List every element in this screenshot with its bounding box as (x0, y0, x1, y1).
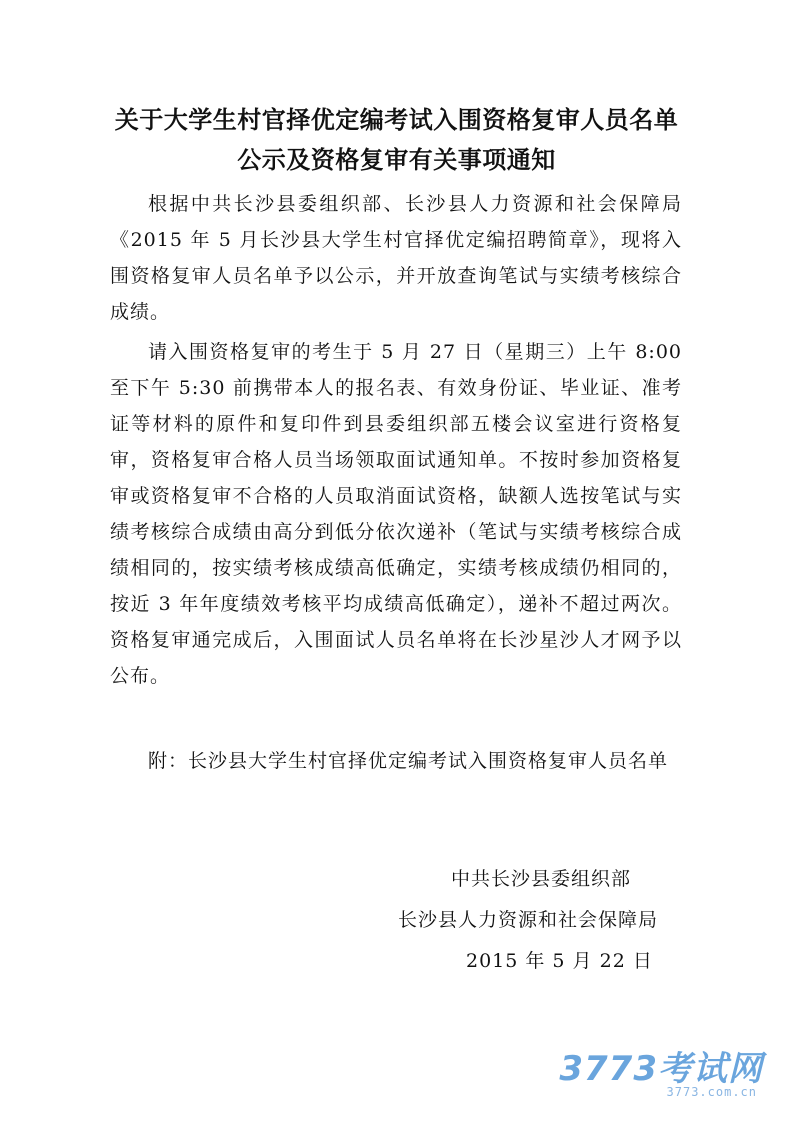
signature-date: 2015 年 5 月 22 日 (466, 950, 653, 972)
document-title-line-1: 关于大学生村官择优定编考试入围资格复审人员名单 (114, 105, 679, 134)
site-watermark (559, 1041, 763, 1109)
document-title-line-2: 公示及资格复审有关事项通知 (237, 145, 556, 174)
body-paragraph-1: 根据中共长沙县委组织部、长沙县人力资源和社会保障局《2015 年 5 月长沙县大学生村官择优定编招聘简章》，现将入围资格复审人员名单予以公示，并开放查询笔试与实绩考核综合成绩。 (110, 193, 682, 323)
watermark-logo-text: 3773考试网 (559, 1049, 763, 1089)
attachment-note: 附：长沙县大学生村官择优定编考试入围资格复审人员名单 (148, 750, 669, 772)
body-paragraph-2: 请入围资格复审的考生于 5 月 27 日（星期三）上午 8:00 至下午 5:30 前携带本人的报名表、有效身份证、毕业证、准考证等材料的原件和复印件到县委组织部五楼会议室进行资格复审，资格复审合格人员当场领取面试通知单。不按时参加资格复审或资格复审不合格的人员取消面试资格，缺额人选按笔试与实绩考核综合成绩由高分到低分依次递补（笔试与实绩考核综合成绩相同的，按实绩考核成绩高低确定，实绩考核成绩仍相同的，按近 3 年年度绩效考核平均成绩高低确定），递补不超过两次。资格复审通完成后，入围面试人员名单将在长沙星沙人才网予以公布。 (110, 341, 682, 687)
watermark-domain: 3773.com.cn (666, 1085, 757, 1099)
signature-organization-2: 长沙县人力资源和社会保障局 (398, 909, 659, 931)
signature-organization-1: 中共长沙县委组织部 (451, 868, 632, 890)
